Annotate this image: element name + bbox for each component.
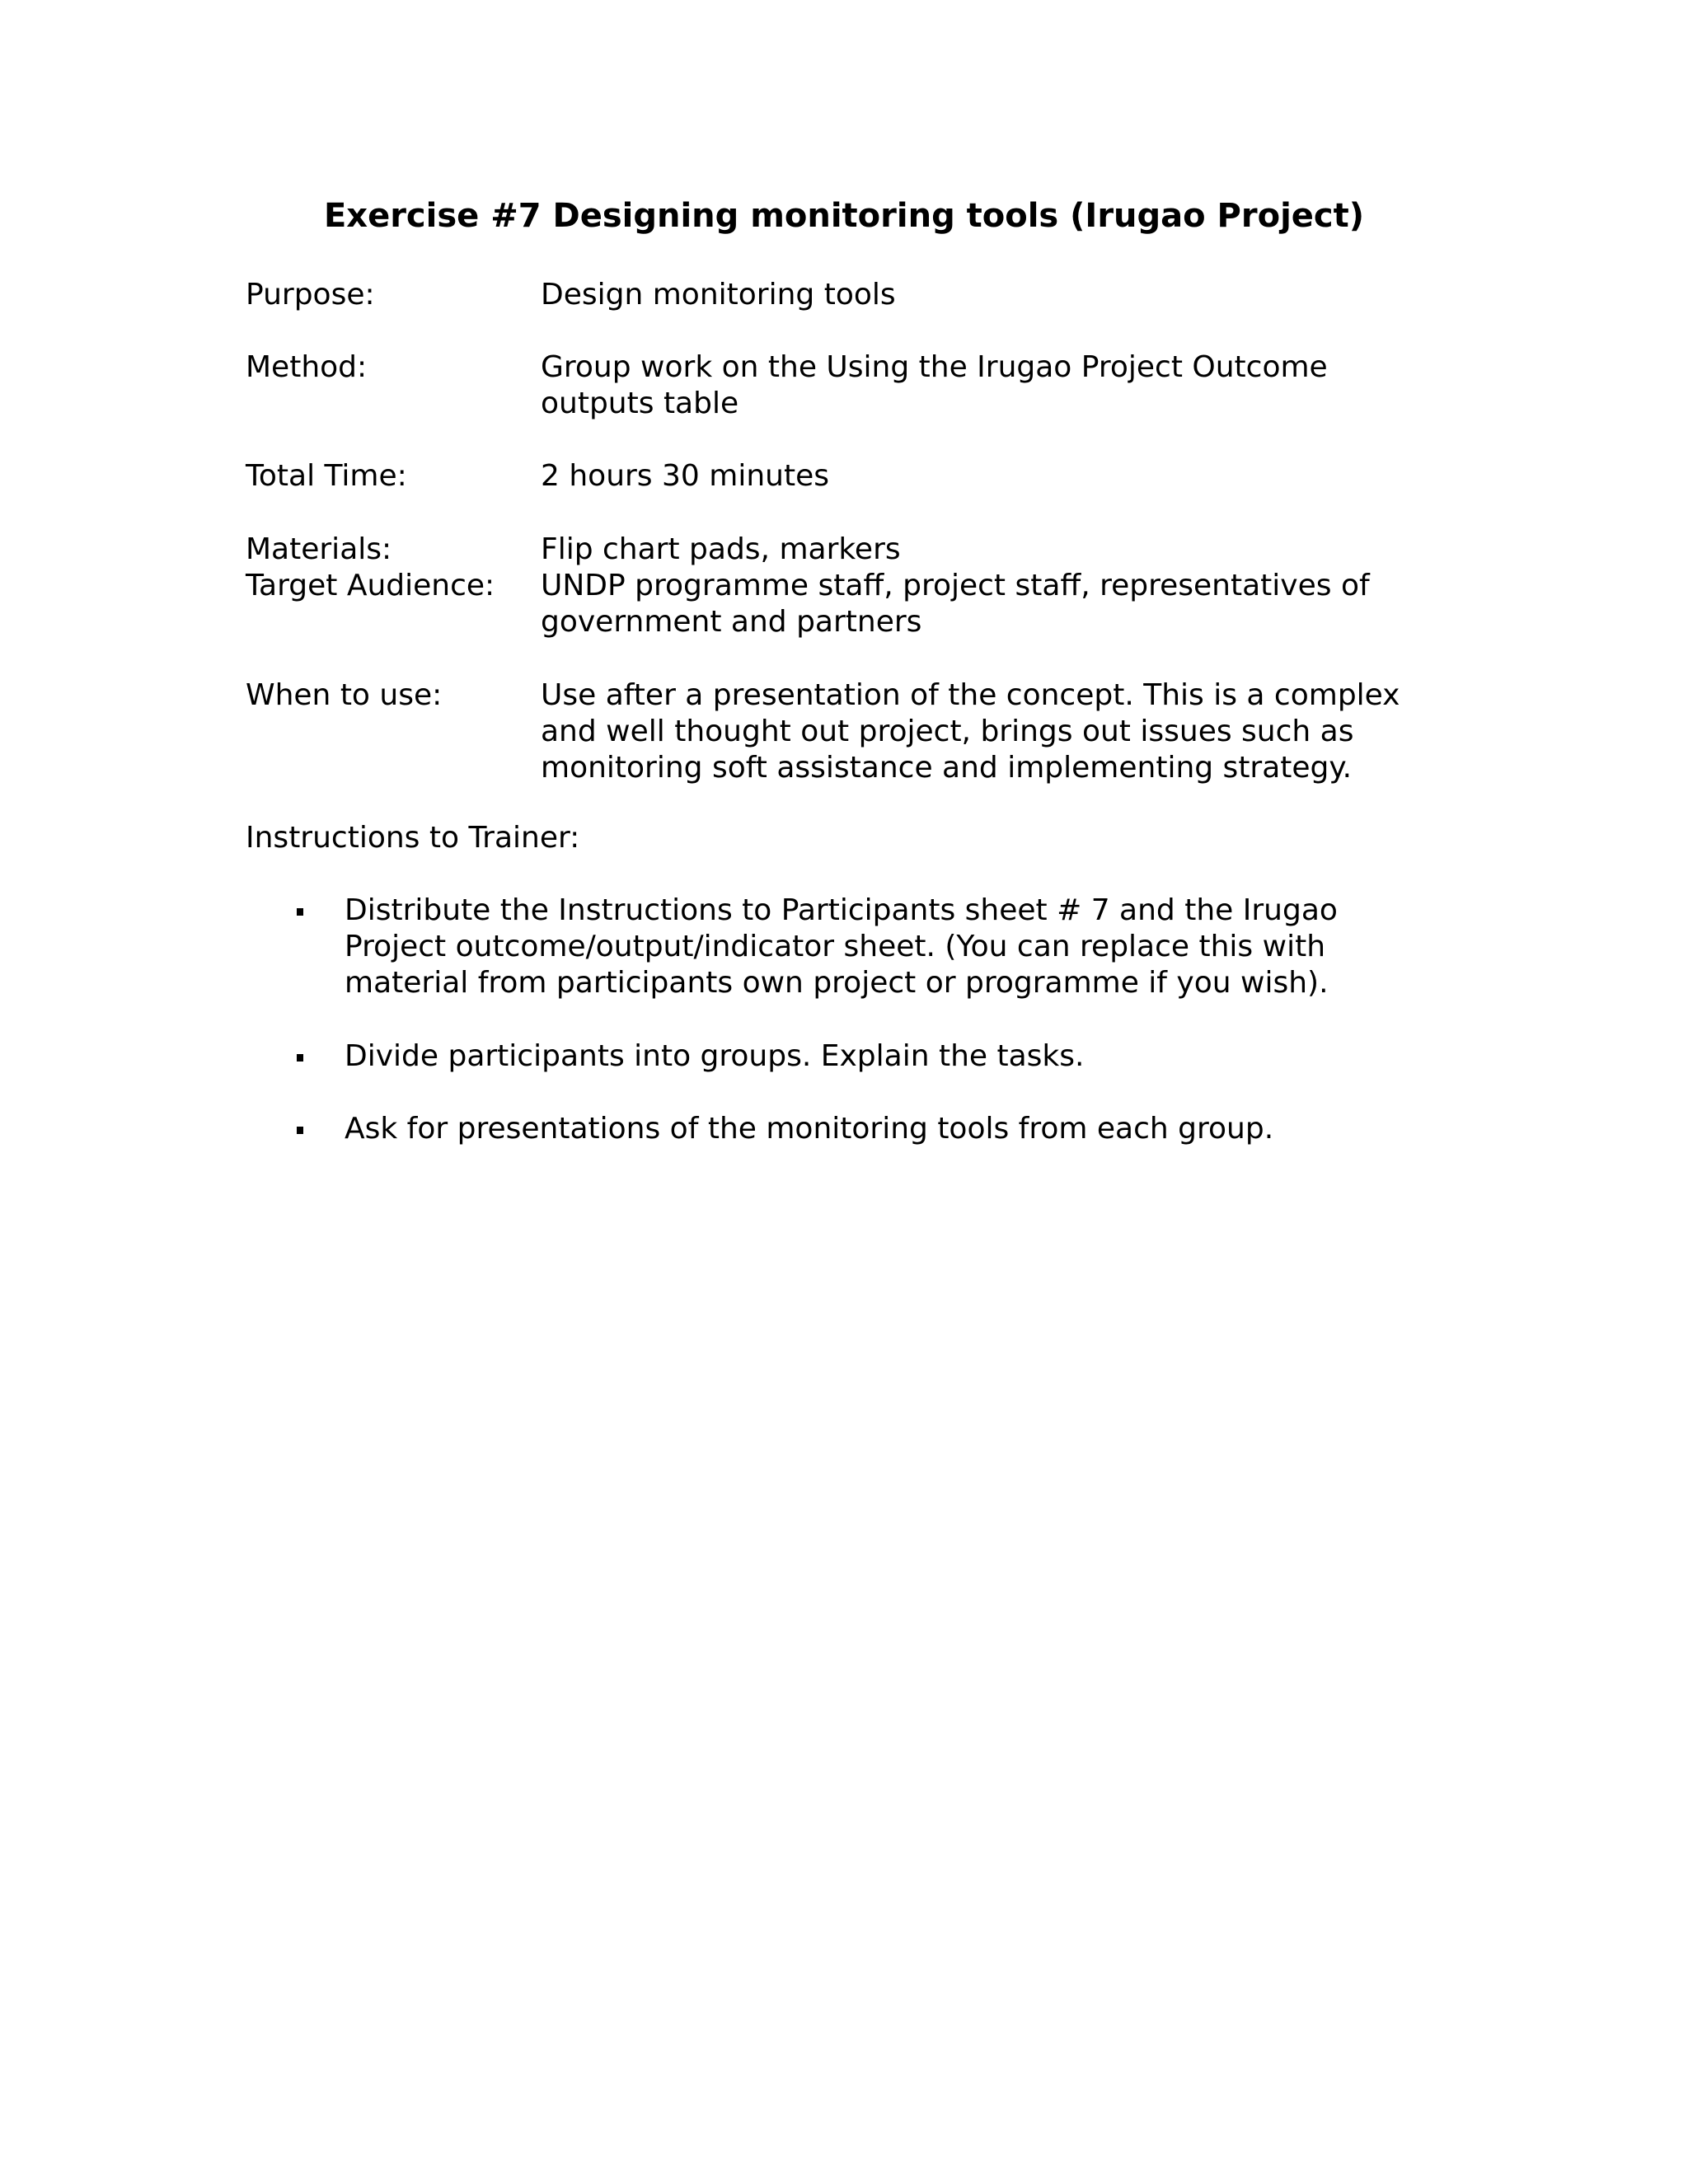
field-value-materials	[541, 532, 1447, 568]
field-value-when-to-use	[541, 677, 1447, 786]
field-label-when-to-use: When to use:	[246, 678, 443, 712]
instruction-text	[345, 893, 1441, 1001]
instruction-line: material from participants own project or programme if you wish).	[345, 966, 1329, 1000]
field-value-line: 2 hours 30 minutes	[541, 459, 829, 493]
field-value-line: outputs table	[541, 387, 739, 420]
instruction-text	[345, 1038, 1441, 1075]
field-value-line: Group work on the Using the Irugao Project Outcome	[541, 350, 1328, 384]
field-label-purpose: Purpose:	[246, 278, 375, 312]
instructions-heading: Instructions to Trainer:	[246, 821, 580, 855]
field-value-purpose	[541, 277, 1447, 313]
instruction-line: Ask for presentations of the monitoring tools from each group.	[345, 1112, 1274, 1146]
square-bullet-icon	[297, 908, 303, 916]
field-value-line: Design monitoring tools	[541, 278, 896, 312]
field-value-line: Flip chart pads, markers	[541, 532, 901, 566]
field-value-method	[541, 349, 1447, 422]
instruction-text	[345, 1111, 1441, 1147]
document-title: Exercise #7 Designing monitoring tools (Irugao Project)	[323, 197, 1365, 235]
field-value-line: government and partners	[541, 605, 922, 639]
field-value-line: UNDP programme staff, project staff, representatives of	[541, 569, 1370, 602]
field-label-materials: Materials:	[246, 532, 392, 566]
field-value-target-audience	[541, 568, 1447, 640]
instruction-line: Project outcome/output/indicator sheet. (You can replace this with	[345, 930, 1326, 963]
field-label-target-audience: Target Audience:	[246, 569, 495, 602]
field-value-line: and well thought out project, brings out issues such as	[541, 715, 1354, 748]
instruction-line: Distribute the Instructions to Participants sheet # 7 and the Irugao	[345, 893, 1338, 927]
field-label-method: Method:	[246, 350, 368, 384]
instruction-line: Divide participants into groups. Explain the tasks.	[345, 1039, 1085, 1073]
field-value-total-time	[541, 458, 1447, 494]
square-bullet-icon	[297, 1127, 303, 1134]
square-bullet-icon	[297, 1054, 303, 1062]
field-value-line: monitoring soft assistance and implementing strategy.	[541, 751, 1353, 785]
field-label-total-time: Total Time:	[246, 459, 407, 493]
field-value-line: Use after a presentation of the concept. This is a complex	[541, 678, 1400, 712]
